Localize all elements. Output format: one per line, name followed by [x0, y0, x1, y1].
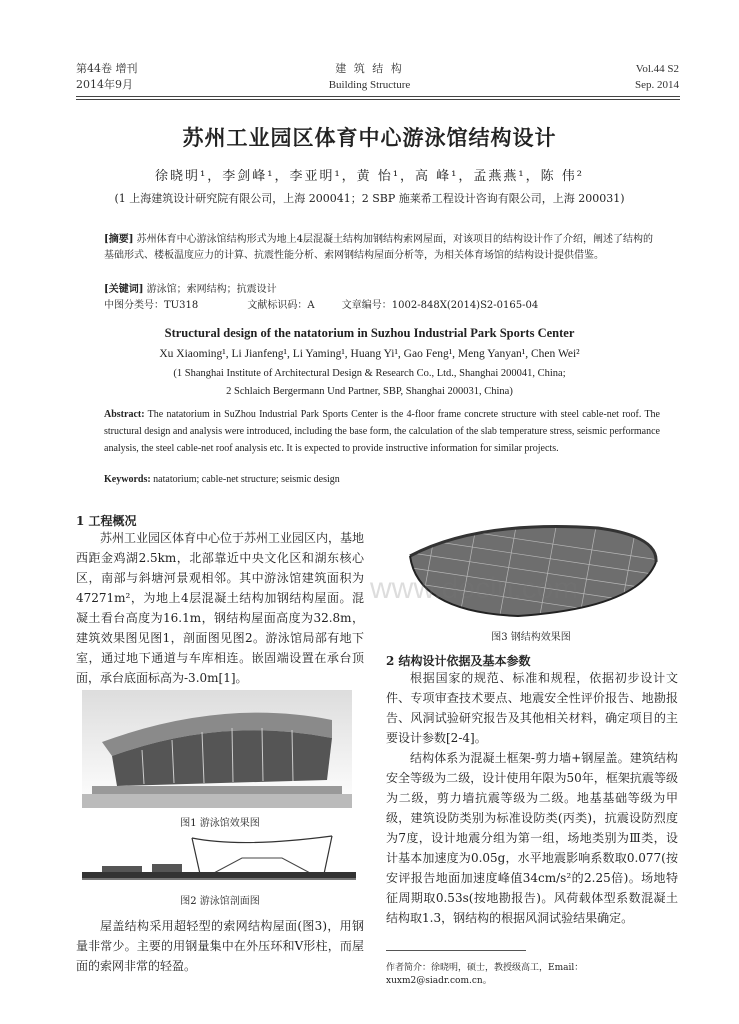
header-rule — [76, 96, 680, 97]
author-list: 徐晓明¹，李剑峰¹，李亚明¹，黄 怡¹，高 峰¹，孟燕燕¹，陈 伟² — [155, 169, 584, 184]
footnote-rule — [386, 950, 526, 951]
keywords-label: [关键词] — [104, 284, 144, 295]
section-2-heading: 2 结构设计依据及基本参数 — [386, 654, 531, 668]
abstract-cn — [104, 232, 660, 264]
figure-1-caption: 图1 游泳馆效果图 — [180, 818, 260, 829]
keywords-cn — [104, 282, 660, 298]
paper-title: 苏州工业园区体育中心游泳馆结构设计 — [182, 125, 557, 150]
document-code: 文献标识码：A — [247, 300, 315, 311]
keywords-text: 游泳馆；索网结构；抗震设计 — [146, 284, 277, 295]
section-2-paragraph-1: 根据国家的规范、标准和规程，依据初步设计文件、专项审查技术要点、地震安全性评价报告、地勘报告、风洞试验研究报告及其他相关材料，确定项目的主要设计参数[2-4]。 — [386, 671, 678, 745]
figure-3-caption: 图3 钢结构效果图 — [491, 632, 571, 643]
abstract-text: 苏州体育中心游泳馆结构形式为地上4层混凝土结构加钢结构索网屋面，对该项目的结构设计作了介绍，阐述了结构的基础形式、楼板温度应力的计算、抗震性能分析、索网钢结构屋面分析等，为相关体育场馆的结构设计提供借鉴。 — [104, 234, 654, 261]
clc-number: 中图分类号：TU318 — [104, 300, 199, 311]
english-abstract-label: Abstract: — [104, 409, 145, 420]
section-1-paragraph: 苏州工业园区体育中心位于苏州工业园区内，基地西距金鸡湖2.5km，北部靠近中央文化区和湖东核心区，南部与斜塘河景观相邻。其中游泳馆建筑面积为47271m²，为地上4层混凝土结构加钢结构屋面。混凝土看台高度为16.1m，钢结构屋面高度为32.8m，建筑效果图见图1，剖面图见图2。游泳馆局部有地下室，通过地下通道与车库相连。嵌固端设置在承台顶面，承台底面标高为-3.0m[1]。 — [76, 531, 365, 685]
english-authors: Xu Xiaoming¹, Li Jianfeng¹, Li Yaming¹, Huang Yi¹, Gao Feng¹, Meng Yanyan¹, Chen Wei² — [159, 348, 580, 360]
article-number: 文章编号：1002-848X(2014)S2-0165-04 — [341, 300, 539, 311]
journal-name-cn: 建 筑 结 构 — [335, 62, 404, 75]
date-en: Sep. 2014 — [635, 79, 679, 91]
figure-1-rendering — [82, 690, 352, 808]
journal-name-en: Building Structure — [328, 79, 411, 91]
english-abstract — [104, 406, 660, 457]
watermark: www.docin.com — [370, 572, 579, 605]
section-1-paragraph-2: 屋盖结构采用超轻型的索网结构屋面(图3)，用钢量非常少。主要的用钢量集中在外压环和V形柱，而屋面的索网非常的轻盈。 — [76, 919, 364, 973]
section-2-paragraph-2: 结构体系为混凝土框架-剪力墙+钢屋盖。建筑结构安全等级为二级，设计使用年限为50年，框架抗震等级为二级，剪力墙抗震等级为二级。地基基础等级为甲级，建筑设防类别为标准设防类(丙类)，抗震设防烈度为7度，设计地震分组为第一组，场地类别为Ⅲ类，设计基本加速度为0.05g，水平地震影响系数取0.077(按安评报告地面加速度峰值34cm/s²的2.25倍)。场地特征周期取0.53s(按地勘报告)。风荷载体型系数混凝土结构取1.3，钢结构的根据风洞试验结果确定。 — [386, 751, 678, 925]
volume-en: Vol.44 S2 — [635, 63, 679, 75]
english-affiliation-2: 2 Schlaich Bergermann Und Partner, SBP, Shanghai 200031, China) — [226, 386, 513, 397]
section-1-heading: 1 工程概况 — [76, 514, 137, 528]
affiliation: (1 上海建筑设计研究院有限公司，上海 200041；2 SBP 施莱希工程设计咨询有限公司，上海 200031) — [114, 192, 625, 205]
abstract-label: [摘要] — [104, 234, 134, 245]
figure-2-section — [82, 834, 356, 886]
classification-line — [104, 298, 660, 314]
english-keywords-text: natatorium; cable-net structure; seismic design — [153, 474, 340, 485]
english-abstract-text: The natatorium in SuZhou Industrial Park Sports Center is the 4-floor frame concrete structure with steel cable-net roof. The structural design and analysis were introduced, including the base form, the calculation of the slab temperature stress, seismic performance analysis, the steel cable-net roof analysis etc. It is expected to provide instructive information for similar projects. — [104, 409, 660, 454]
figure-2-caption: 图2 游泳馆剖面图 — [180, 896, 260, 907]
english-title: Structural design of the natatorium in Suzhou Industrial Park Sports Center — [164, 326, 575, 340]
figure-3-steel-structure — [398, 516, 666, 626]
issue-date: 2014年9月 — [76, 78, 133, 91]
english-keywords — [104, 474, 660, 485]
english-affiliation-1: (1 Shanghai Institute of Architectural Design & Research Co., Ltd., Shanghai 200041, China; — [173, 368, 566, 379]
volume-label: 第44卷 增刊 — [76, 62, 138, 75]
author-footnote: 作者简介：徐晓明，硕士，教授级高工，Email：xuxm2@siadr.com.cn。 — [386, 963, 584, 986]
english-keywords-label: Keywords: — [104, 474, 151, 485]
header-rule-2 — [76, 99, 680, 100]
